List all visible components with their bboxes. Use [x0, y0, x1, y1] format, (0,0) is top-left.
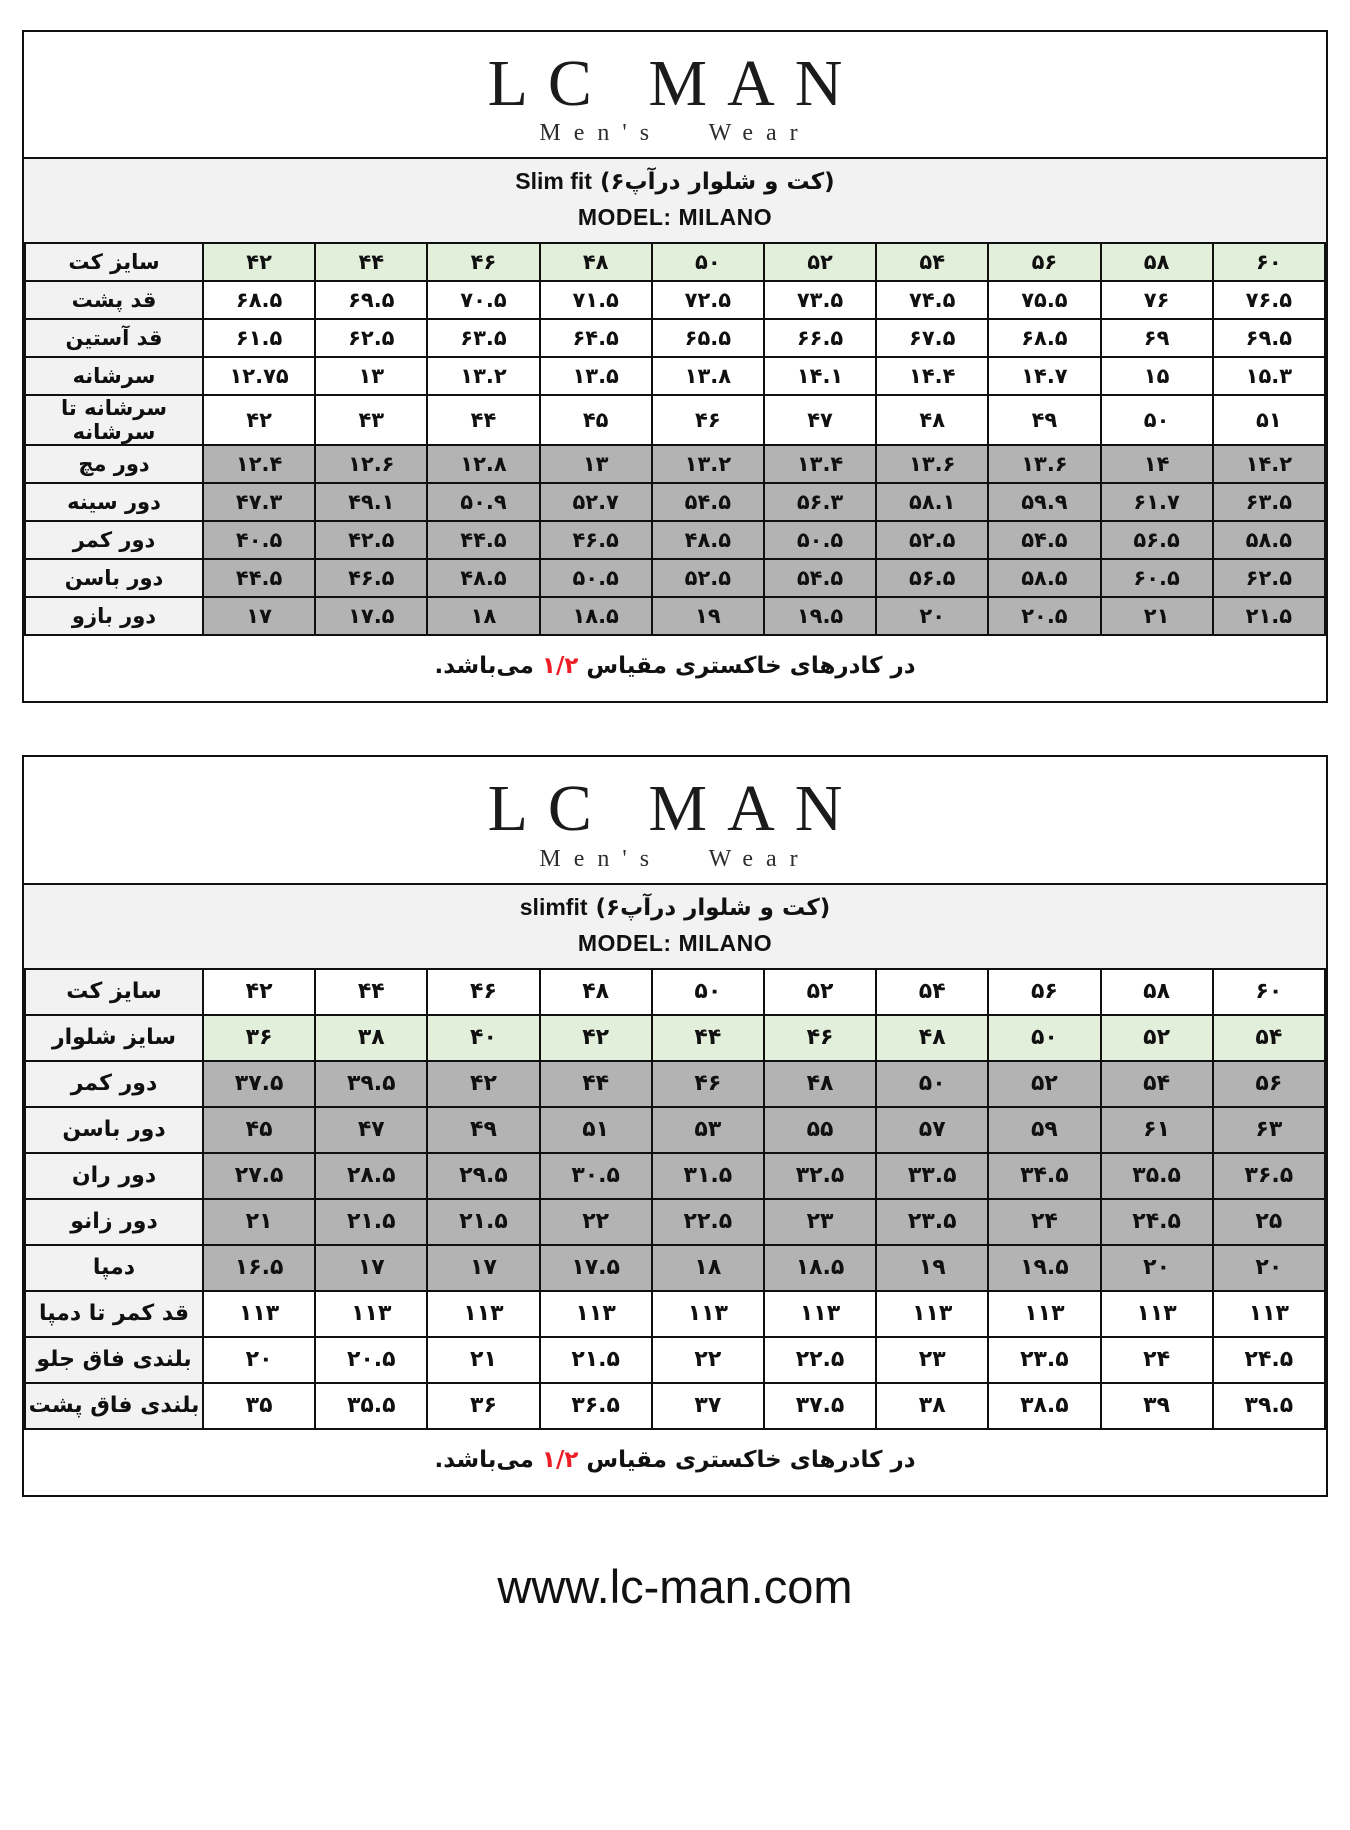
size-cell: ۲۴.۵: [1101, 1199, 1213, 1245]
size-cell: ۳۷: [652, 1383, 764, 1429]
fit-title: [24, 168, 1326, 195]
size-cell: ۲۹.۵: [427, 1153, 539, 1199]
size-cell: ۳۶: [203, 1015, 315, 1061]
size-cell: ۴۴: [540, 1061, 652, 1107]
row-label: دمپا: [25, 1245, 203, 1291]
size-cell: ۴۸.۵: [427, 559, 539, 597]
size-cell: ۴۲: [203, 395, 315, 445]
row-label: دور سینه: [25, 483, 203, 521]
size-cell: ۴۹.۱: [315, 483, 427, 521]
size-cell: ۶۳.۵: [1213, 483, 1325, 521]
size-cell: ۵۴.۵: [988, 521, 1100, 559]
size-cell: ۴۳: [315, 395, 427, 445]
size-cell: ۵۴: [876, 969, 988, 1015]
row-label: سایز کت: [25, 969, 203, 1015]
size-cell: ۱۵.۳: [1213, 357, 1325, 395]
size-cell: ۵۸.۵: [1213, 521, 1325, 559]
size-cell: ۱۴.۴: [876, 357, 988, 395]
size-cell: ۵۲: [988, 1061, 1100, 1107]
size-cell: ۱۲.۶: [315, 445, 427, 483]
brand-logo: [24, 757, 1326, 882]
size-cell: ۴۶.۵: [315, 559, 427, 597]
size-cell: ۱۳.۲: [427, 357, 539, 395]
fit-title-persian: (کت و شلوار درآپ۶): [595, 894, 831, 921]
size-cell: ۱۴.۱: [764, 357, 876, 395]
footnote-fraction: ۱/۲: [541, 653, 579, 680]
size-cell: ۱۷: [315, 1245, 427, 1291]
size-cell: ۱۴.۷: [988, 357, 1100, 395]
size-cell: ۲۴: [988, 1199, 1100, 1245]
footnote-post: می‌باشد.: [434, 653, 534, 680]
size-cell: ۱۴.۲: [1213, 445, 1325, 483]
model-line: MODEL: MILANO: [577, 929, 773, 956]
size-cell: ۵۴.۵: [764, 559, 876, 597]
size-cell: ۲۱.۵: [427, 1199, 539, 1245]
size-cell: ۱۲.۷۵: [203, 357, 315, 395]
brand-name: LC MAN: [487, 772, 863, 846]
size-cell: ۶۱.۵: [203, 319, 315, 357]
size-cell: ۴۴.۵: [427, 521, 539, 559]
size-cell: ۶۵.۵: [652, 319, 764, 357]
size-cell: ۴۴: [427, 395, 539, 445]
size-cell: ۵۸.۱: [876, 483, 988, 521]
size-cell: ۴۷: [315, 1107, 427, 1153]
size-cell: ۷۱.۵: [540, 281, 652, 319]
size-row: [25, 1337, 1325, 1383]
size-cell: ۴۰: [427, 1015, 539, 1061]
size-cell: ۶۸.۵: [203, 281, 315, 319]
size-cell: ۵۸: [1101, 243, 1213, 281]
size-cell: ۴۲.۵: [315, 521, 427, 559]
size-cell: ۴۹: [427, 1107, 539, 1153]
website-url: www.lc-man.com: [497, 1559, 853, 1613]
trouser-size-table: [24, 968, 1326, 1430]
size-row: [25, 1245, 1325, 1291]
fit-title: [24, 894, 1326, 921]
size-cell: ۵۱: [540, 1107, 652, 1153]
row-label: سایز شلوار: [25, 1015, 203, 1061]
size-cell: ۳۹.۵: [315, 1061, 427, 1107]
size-row: [25, 483, 1325, 521]
size-cell: ۱۳.۸: [652, 357, 764, 395]
size-row: [25, 1153, 1325, 1199]
size-cell: ۲۰: [203, 1337, 315, 1383]
size-cell: ۶۱: [1101, 1107, 1213, 1153]
size-row: [25, 395, 1325, 445]
size-cell: ۱۳.۶: [876, 445, 988, 483]
size-cell: ۱۷: [203, 597, 315, 635]
size-cell: ۴۸: [876, 1015, 988, 1061]
size-cell: ۳۶.۵: [1213, 1153, 1325, 1199]
size-cell: ۵۶.۵: [1101, 521, 1213, 559]
size-row: [25, 597, 1325, 635]
size-cell: ۴۷: [764, 395, 876, 445]
size-cell: ۲۱: [1101, 597, 1213, 635]
footnote-pre: در کادرهای خاکستری مقیاس: [586, 653, 916, 680]
size-cell: ۱۹.۵: [764, 597, 876, 635]
size-cell: ۱۱۳: [764, 1291, 876, 1337]
size-cell: ۱۲.۴: [203, 445, 315, 483]
size-cell: ۱۳.۶: [988, 445, 1100, 483]
size-cell: ۴۲: [203, 969, 315, 1015]
size-cell: ۱۱۳: [876, 1291, 988, 1337]
size-cell: ۶۳.۵: [427, 319, 539, 357]
size-cell: ۵۰.۹: [427, 483, 539, 521]
row-label: بلندی فاق جلو: [25, 1337, 203, 1383]
title-band: [24, 883, 1326, 968]
fit-title-persian: (کت و شلوار درآپ۶): [599, 169, 835, 196]
size-row: [25, 319, 1325, 357]
size-cell: ۴۴: [652, 1015, 764, 1061]
size-row: [25, 445, 1325, 483]
size-cell: ۳۴.۵: [988, 1153, 1100, 1199]
row-label: دور باسن: [25, 1107, 203, 1153]
size-cell: ۵۲: [1101, 1015, 1213, 1061]
size-cell: ۵۰.۵: [540, 559, 652, 597]
size-cell: ۵۰: [988, 1015, 1100, 1061]
size-cell: ۴۶: [427, 243, 539, 281]
size-cell: ۷۰.۵: [427, 281, 539, 319]
size-cell: ۲۱: [203, 1199, 315, 1245]
size-cell: ۶۹.۵: [315, 281, 427, 319]
size-cell: ۱۱۳: [540, 1291, 652, 1337]
brand-name: LC MAN: [487, 47, 863, 120]
size-cell: ۱۳.۵: [540, 357, 652, 395]
size-cell: ۴۴: [315, 243, 427, 281]
size-cell: ۴۶: [652, 395, 764, 445]
size-cell: ۱۱۳: [652, 1291, 764, 1337]
row-label: دور باسن: [25, 559, 203, 597]
size-cell: ۴۲: [203, 243, 315, 281]
size-cell: ۲۳.۵: [876, 1199, 988, 1245]
size-cell: ۵۲: [764, 243, 876, 281]
size-row: [25, 1383, 1325, 1429]
size-cell: ۴۶.۵: [540, 521, 652, 559]
size-cell: ۶۲.۵: [1213, 559, 1325, 597]
row-label: سایز کت: [25, 243, 203, 281]
size-row: [25, 1015, 1325, 1061]
row-label: قد کمر تا دمپا: [25, 1291, 203, 1337]
size-cell: ۴۷.۳: [203, 483, 315, 521]
size-cell: ۴۵: [203, 1107, 315, 1153]
size-cell: ۱۹: [652, 597, 764, 635]
size-cell: ۴۸: [540, 243, 652, 281]
size-cell: ۴۸: [540, 969, 652, 1015]
size-chart-page: [0, 30, 1350, 1830]
size-cell: ۶۲.۵: [315, 319, 427, 357]
row-label: دور کمر: [25, 521, 203, 559]
size-cell: ۱۱۳: [988, 1291, 1100, 1337]
size-cell: ۷۳.۵: [764, 281, 876, 319]
size-row: [25, 357, 1325, 395]
size-cell: ۲۳: [764, 1199, 876, 1245]
fit-title-latin: slimfit: [519, 893, 588, 920]
brand-logo: [24, 32, 1326, 157]
size-cell: ۷۶: [1101, 281, 1213, 319]
size-cell: ۴۰.۵: [203, 521, 315, 559]
size-cell: ۱۴: [1101, 445, 1213, 483]
row-label: دور زانو: [25, 1199, 203, 1245]
size-cell: ۴۶: [652, 1061, 764, 1107]
size-cell: ۶۷.۵: [876, 319, 988, 357]
size-cell: ۱۱۳: [203, 1291, 315, 1337]
size-cell: ۵۰: [1101, 395, 1213, 445]
size-cell: ۴۴: [315, 969, 427, 1015]
size-cell: ۵۸: [1101, 969, 1213, 1015]
size-cell: ۲۰.۵: [988, 597, 1100, 635]
size-cell: ۵۸.۵: [988, 559, 1100, 597]
size-row: [25, 1061, 1325, 1107]
size-cell: ۱۷: [427, 1245, 539, 1291]
size-cell: ۴۹: [988, 395, 1100, 445]
row-label: دور مچ: [25, 445, 203, 483]
size-cell: ۱۳.۴: [764, 445, 876, 483]
size-cell: ۱۸: [427, 597, 539, 635]
size-cell: ۷۲.۵: [652, 281, 764, 319]
size-cell: ۳۷.۵: [764, 1383, 876, 1429]
size-cell: ۶۱.۷: [1101, 483, 1213, 521]
size-cell: ۳۲.۵: [764, 1153, 876, 1199]
size-cell: ۲۱.۵: [540, 1337, 652, 1383]
gray-scale-footnote: [24, 1430, 1326, 1495]
size-cell: ۲۲.۵: [764, 1337, 876, 1383]
size-cell: ۲۷.۵: [203, 1153, 315, 1199]
size-cell: ۳۸: [315, 1015, 427, 1061]
size-cell: ۲۴.۵: [1213, 1337, 1325, 1383]
size-cell: ۵۰: [652, 243, 764, 281]
model-line: MODEL: MILANO: [577, 204, 773, 231]
size-cell: ۷۶.۵: [1213, 281, 1325, 319]
row-label: سرشانه تا سرشانه: [25, 395, 203, 445]
size-cell: ۵۲.۵: [876, 521, 988, 559]
size-cell: ۶۸.۵: [988, 319, 1100, 357]
fit-title-latin: Slim fit: [515, 168, 592, 195]
size-cell: ۲۳.۵: [988, 1337, 1100, 1383]
footnote-pre: در کادرهای خاکستری مقیاس: [586, 1446, 916, 1473]
size-cell: ۲۰: [1101, 1245, 1213, 1291]
size-cell: ۵۲.۵: [652, 559, 764, 597]
size-cell: ۲۰.۵: [315, 1337, 427, 1383]
size-cell: ۲۰: [1213, 1245, 1325, 1291]
size-cell: ۲۳: [876, 1337, 988, 1383]
size-cell: ۵۲.۷: [540, 483, 652, 521]
size-cell: ۱۳: [315, 357, 427, 395]
size-cell: ۲۴: [1101, 1337, 1213, 1383]
size-cell: ۲۲: [652, 1337, 764, 1383]
size-cell: ۱۶.۵: [203, 1245, 315, 1291]
row-label: دور کمر: [25, 1061, 203, 1107]
size-cell: ۱۳: [540, 445, 652, 483]
size-cell: ۵۶.۳: [764, 483, 876, 521]
size-cell: ۵۶: [988, 243, 1100, 281]
size-cell: ۳۹.۵: [1213, 1383, 1325, 1429]
size-row: [25, 559, 1325, 597]
size-cell: ۵۵: [764, 1107, 876, 1153]
size-cell: ۵۴.۵: [652, 483, 764, 521]
size-cell: ۴۸: [764, 1061, 876, 1107]
brand-tagline: Men's Wear: [539, 120, 811, 147]
size-cell: ۲۱: [427, 1337, 539, 1383]
size-cell: ۶۰: [1213, 969, 1325, 1015]
size-cell: ۵۳: [652, 1107, 764, 1153]
size-cell: ۶۰: [1213, 243, 1325, 281]
size-cell: ۵۶.۵: [876, 559, 988, 597]
size-row: [25, 281, 1325, 319]
row-label: قد آستین: [25, 319, 203, 357]
size-cell: ۴۲: [540, 1015, 652, 1061]
size-cell: ۳۱.۵: [652, 1153, 764, 1199]
footnote-fraction: ۱/۲: [541, 1446, 579, 1473]
size-cell: ۳۶: [427, 1383, 539, 1429]
size-cell: ۱۳.۲: [652, 445, 764, 483]
size-cell: ۵۴: [876, 243, 988, 281]
size-row: [25, 1291, 1325, 1337]
row-label: دور ران: [25, 1153, 203, 1199]
size-cell: ۴۵: [540, 395, 652, 445]
size-cell: ۶۹: [1101, 319, 1213, 357]
row-label: دور بازو: [25, 597, 203, 635]
size-cell: ۱۷.۵: [315, 597, 427, 635]
size-cell: ۳۶.۵: [540, 1383, 652, 1429]
size-cell: ۱۸.۵: [540, 597, 652, 635]
row-label: بلندی فاق پشت: [25, 1383, 203, 1429]
row-label: سرشانه: [25, 357, 203, 395]
size-cell: ۵۰: [876, 1061, 988, 1107]
footnote-post: می‌باشد.: [434, 1446, 534, 1473]
size-cell: ۱۵: [1101, 357, 1213, 395]
size-cell: ۲۰: [876, 597, 988, 635]
size-cell: ۳۹: [1101, 1383, 1213, 1429]
size-cell: ۵۴: [1213, 1015, 1325, 1061]
size-cell: ۵۴: [1101, 1061, 1213, 1107]
size-cell: ۳۷.۵: [203, 1061, 315, 1107]
size-cell: ۱۱۳: [1101, 1291, 1213, 1337]
size-row: [25, 1107, 1325, 1153]
size-cell: ۳۸.۵: [988, 1383, 1100, 1429]
size-cell: ۵۰: [652, 969, 764, 1015]
size-cell: ۲۱.۵: [1213, 597, 1325, 635]
title-band: [24, 157, 1326, 242]
size-cell: ۴۶: [427, 969, 539, 1015]
size-cell: ۷۴.۵: [876, 281, 988, 319]
size-cell: ۲۲.۵: [652, 1199, 764, 1245]
gray-scale-footnote: [24, 636, 1326, 701]
size-cell: ۲۱.۵: [315, 1199, 427, 1245]
size-cell: ۲۸.۵: [315, 1153, 427, 1199]
size-cell: ۱۱۳: [427, 1291, 539, 1337]
size-row: [25, 243, 1325, 281]
size-cell: ۶۴.۵: [540, 319, 652, 357]
size-cell: ۳۵.۵: [315, 1383, 427, 1429]
size-cell: ۱۸.۵: [764, 1245, 876, 1291]
size-cell: ۵۱: [1213, 395, 1325, 445]
size-cell: ۴۸: [876, 395, 988, 445]
jacket-size-table: [24, 242, 1326, 636]
size-cell: ۵۲: [764, 969, 876, 1015]
brand-tagline: Men's Wear: [539, 845, 811, 872]
size-cell: ۳۵: [203, 1383, 315, 1429]
size-cell: ۵۹.۹: [988, 483, 1100, 521]
size-cell: ۳۳.۵: [876, 1153, 988, 1199]
size-cell: ۱۷.۵: [540, 1245, 652, 1291]
size-cell: ۳۰.۵: [540, 1153, 652, 1199]
size-cell: ۲۵: [1213, 1199, 1325, 1245]
size-cell: ۶۳: [1213, 1107, 1325, 1153]
size-cell: ۲۲: [540, 1199, 652, 1245]
size-cell: ۱۸: [652, 1245, 764, 1291]
size-chart-sheet-trouser: [22, 755, 1328, 1496]
size-cell: ۴۶: [764, 1015, 876, 1061]
size-row: [25, 521, 1325, 559]
size-row: [25, 969, 1325, 1015]
size-cell: ۱۹: [876, 1245, 988, 1291]
size-cell: ۶۰.۵: [1101, 559, 1213, 597]
size-cell: ۴۴.۵: [203, 559, 315, 597]
size-cell: ۵۷: [876, 1107, 988, 1153]
size-cell: ۳۸: [876, 1383, 988, 1429]
size-cell: ۵۹: [988, 1107, 1100, 1153]
size-cell: ۵۰.۵: [764, 521, 876, 559]
size-cell: ۷۵.۵: [988, 281, 1100, 319]
size-cell: ۶۹.۵: [1213, 319, 1325, 357]
size-cell: ۱۲.۸: [427, 445, 539, 483]
size-cell: ۶۶.۵: [764, 319, 876, 357]
size-cell: ۴۲: [427, 1061, 539, 1107]
size-row: [25, 1199, 1325, 1245]
size-cell: ۴۸.۵: [652, 521, 764, 559]
size-chart-sheet-jacket: [22, 30, 1328, 703]
size-cell: ۱۱۳: [315, 1291, 427, 1337]
row-label: قد پشت: [25, 281, 203, 319]
size-cell: ۵۶: [1213, 1061, 1325, 1107]
size-cell: ۱۱۳: [1213, 1291, 1325, 1337]
size-cell: ۳۵.۵: [1101, 1153, 1213, 1199]
size-cell: ۵۶: [988, 969, 1100, 1015]
size-cell: ۱۹.۵: [988, 1245, 1100, 1291]
